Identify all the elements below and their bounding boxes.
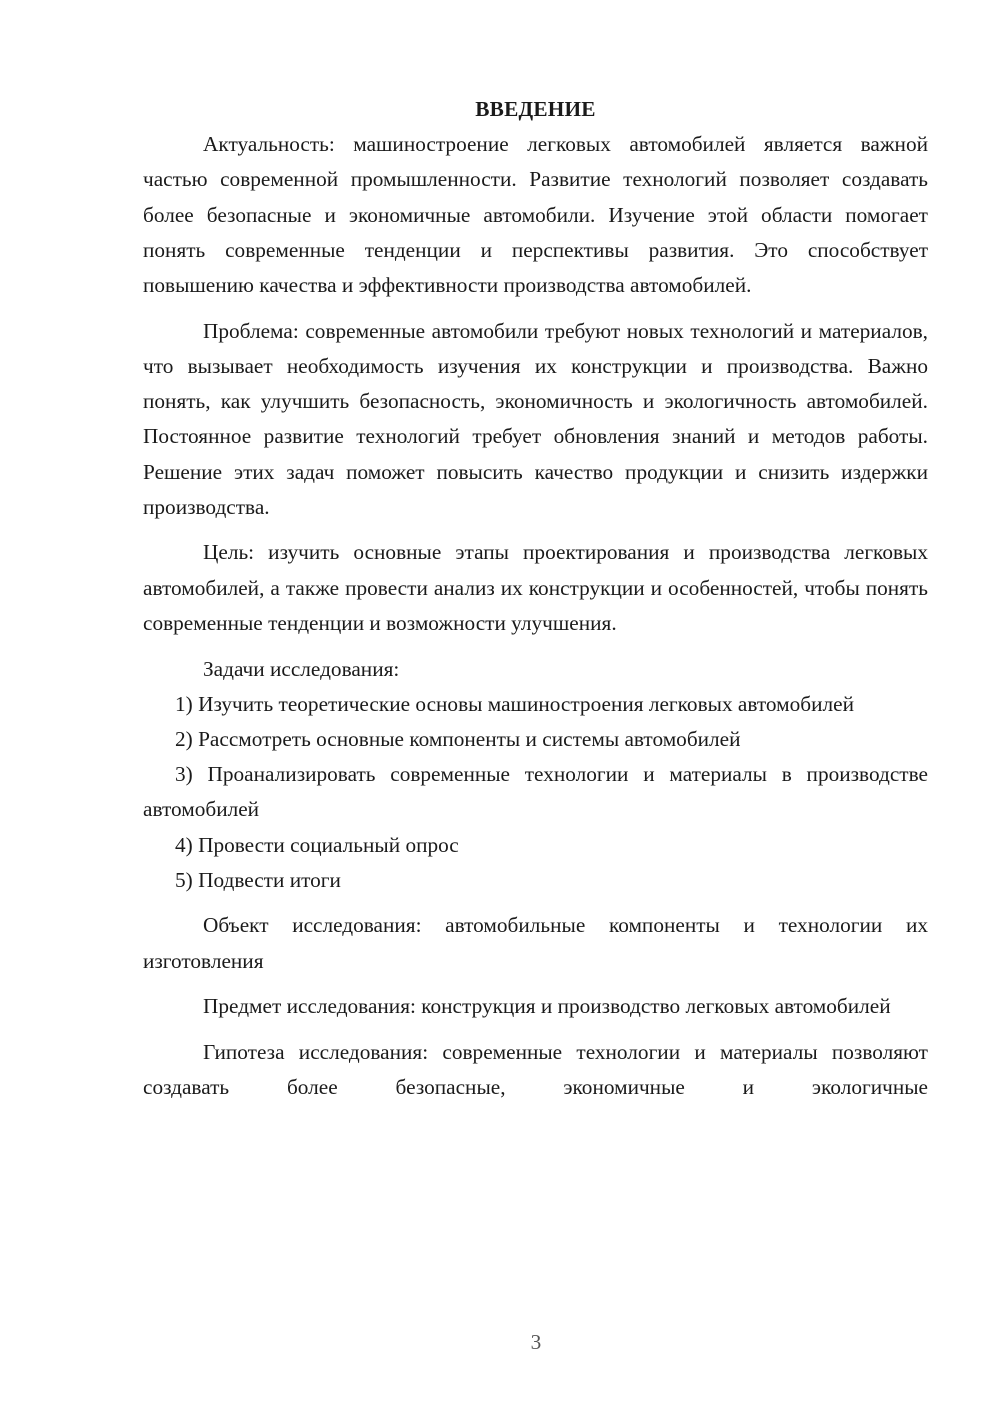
list-item: 4) Провести социальный опрос xyxy=(175,832,459,857)
list-item: 2) Рассмотреть основные компоненты и системы автомобилей xyxy=(175,726,741,751)
paragraph-hypothesis: Гипотеза исследования: современные технологии и материалы позволяют создавать более безопасные, экономичные и экологичные xyxy=(143,1040,928,1100)
tasks-list xyxy=(143,687,928,898)
page-title: ВВЕДЕНИЕ xyxy=(475,97,596,121)
page-number: 3 xyxy=(530,1330,542,1354)
tasks-heading: Задачи исследования: xyxy=(203,656,400,681)
list-item: 1) Изучить теоретические основы машиностроения легковых автомобилей xyxy=(175,691,855,716)
paragraph-goal: Цель: изучить основные этапы проектирования и производства легковых автомобилей, а также провести анализ их конструкции и особенностей, чтобы понять современные тенденции и возможности улучшения. xyxy=(143,540,928,635)
document-page xyxy=(143,92,928,1105)
list-item: 5) Подвести итоги xyxy=(175,867,341,892)
paragraph-problem: Проблема: современные автомобили требуют новых технологий и материалов, что вызывает необходимость изучения их конструкции и производства. Важно понять, как улучшить безопасность, экономичность и экологичность автомобилей. Постоянное развитие технологий требует обновления знаний и методов работы. Решение этих задач поможет повысить качество продукции и снизить издержки производства. xyxy=(143,318,928,519)
paragraph-relevance: Актуальность: машиностроение легковых автомобилей является важной частью современной промышленности. Развитие технологий позволяет создавать более безопасные и экономичные автомобили. Изучение этой области помогает понять современные тенденции и перспективы развития. Это способствует повышению качества и эффективности производства автомобилей. xyxy=(143,132,928,298)
paragraph-subject: Предмет исследования: конструкция и производство легковых автомобилей xyxy=(203,994,891,1019)
paragraph-object: Объект исследования: автомобильные компоненты и технологии их изготовления xyxy=(143,913,928,973)
list-item: 3) Проанализировать современные технологии и материалы в производстве автомобилей xyxy=(143,762,928,822)
